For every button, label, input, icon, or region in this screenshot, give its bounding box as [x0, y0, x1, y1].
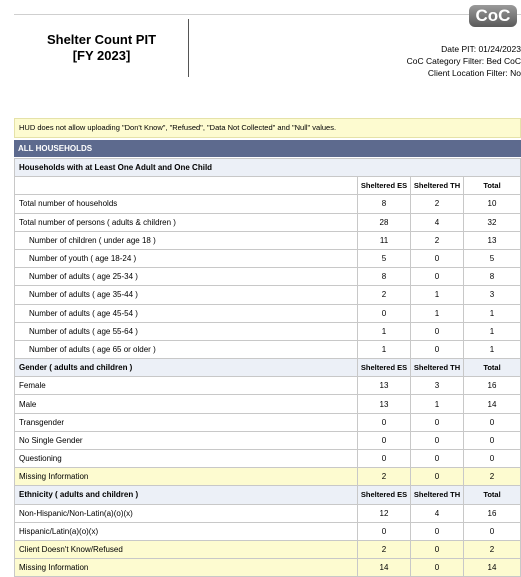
- row-label: Questioning: [15, 450, 358, 468]
- total-value: 14: [464, 559, 521, 577]
- sheltered-th-value: 0: [411, 540, 464, 558]
- sheltered-th-value: 0: [411, 322, 464, 340]
- table-row: [15, 377, 521, 395]
- total-value: 0: [464, 413, 521, 431]
- sheltered-th-value: 0: [411, 340, 464, 358]
- column-header: Sheltered TH: [411, 486, 464, 504]
- sheltered-th-value: 0: [411, 559, 464, 577]
- table-row: [15, 249, 521, 267]
- subsection-label: Households with at Least One Adult and One Child: [15, 159, 521, 177]
- ethnicity-header: [15, 486, 521, 504]
- hud-notice: HUD does not allow uploading "Don't Know", "Refused", "Data Not Collected" and "Null" values.: [14, 118, 521, 138]
- sheltered-es-value: 2: [358, 540, 411, 558]
- total-value: 2: [464, 468, 521, 486]
- sheltered-th-value: 4: [411, 213, 464, 231]
- row-label: Non-Hispanic/Non-Latin(a)(o)(x): [15, 504, 358, 522]
- sheltered-th-value: 2: [411, 231, 464, 249]
- table-row: [15, 522, 521, 540]
- total-value: 1: [464, 322, 521, 340]
- column-header: Total: [464, 486, 521, 504]
- table-row: [15, 322, 521, 340]
- column-header: Total: [464, 177, 521, 195]
- sheltered-th-value: 4: [411, 504, 464, 522]
- total-value: 0: [464, 431, 521, 449]
- total-value: 13: [464, 231, 521, 249]
- row-label: No Single Gender: [15, 431, 358, 449]
- table-row: [15, 395, 521, 413]
- sheltered-th-value: 0: [411, 249, 464, 267]
- gender-header: [15, 359, 521, 377]
- table-row: [15, 504, 521, 522]
- location-filter: Client Location Filter: No: [427, 68, 521, 78]
- row-label: Number of adults ( age 25-34 ): [15, 268, 358, 286]
- table-row: [15, 413, 521, 431]
- subsection-header: [15, 159, 521, 177]
- sheltered-th-value: 0: [411, 413, 464, 431]
- report-filters: [407, 43, 521, 79]
- sheltered-es-value: 11: [358, 231, 411, 249]
- row-label: Total number of households: [15, 195, 358, 213]
- total-value: 14: [464, 395, 521, 413]
- households-table: [14, 158, 521, 577]
- column-header: Sheltered TH: [411, 177, 464, 195]
- coc-logo: CoC: [469, 5, 517, 27]
- row-label: Number of adults ( age 55-64 ): [15, 322, 358, 340]
- sheltered-es-value: 13: [358, 377, 411, 395]
- sheltered-th-value: 0: [411, 450, 464, 468]
- sheltered-th-value: 1: [411, 304, 464, 322]
- table-row: [15, 540, 521, 558]
- sheltered-es-value: 0: [358, 450, 411, 468]
- sheltered-es-value: 12: [358, 504, 411, 522]
- sheltered-th-value: 1: [411, 395, 464, 413]
- table-row: [15, 286, 521, 304]
- date-pit: Date PIT: 01/24/2023: [441, 44, 521, 54]
- column-header-row: [15, 177, 521, 195]
- row-label: Transgender: [15, 413, 358, 431]
- sheltered-th-value: 0: [411, 431, 464, 449]
- total-value: 1: [464, 340, 521, 358]
- table-row: [15, 468, 521, 486]
- group-label: Gender ( adults and children ): [15, 359, 358, 377]
- table-row: [15, 268, 521, 286]
- sheltered-es-value: 1: [358, 322, 411, 340]
- row-label: Number of adults ( age 65 or older ): [15, 340, 358, 358]
- total-value: 1: [464, 304, 521, 322]
- row-label: Client Doesn't Know/Refused: [15, 540, 358, 558]
- table-row: [15, 213, 521, 231]
- report-header: [14, 6, 521, 80]
- sheltered-es-value: 8: [358, 268, 411, 286]
- sheltered-es-value: 0: [358, 522, 411, 540]
- category-filter: CoC Category Filter: Bed CoC: [406, 56, 521, 66]
- row-label: Missing Information: [15, 559, 358, 577]
- total-value: 3: [464, 286, 521, 304]
- sheltered-th-value: 2: [411, 195, 464, 213]
- row-label: Total number of persons ( adults & children ): [15, 213, 358, 231]
- total-value: 16: [464, 504, 521, 522]
- sheltered-es-value: 2: [358, 468, 411, 486]
- table-row: [15, 559, 521, 577]
- table-row: [15, 450, 521, 468]
- row-label: Missing Information: [15, 468, 358, 486]
- row-label: Number of youth ( age 18-24 ): [15, 249, 358, 267]
- table-row: [15, 431, 521, 449]
- report-title-line2: [FY 2023]: [72, 48, 131, 63]
- report-title-line1: Shelter Count PIT: [46, 32, 157, 47]
- total-value: 10: [464, 195, 521, 213]
- total-value: 0: [464, 450, 521, 468]
- report-title: [14, 15, 189, 77]
- sheltered-es-value: 1: [358, 340, 411, 358]
- column-header-blank: [15, 177, 358, 195]
- total-value: 16: [464, 377, 521, 395]
- total-value: 32: [464, 213, 521, 231]
- sheltered-th-value: 1: [411, 286, 464, 304]
- section-all-households: ALL HOUSEHOLDS: [14, 140, 521, 157]
- table-row: [15, 195, 521, 213]
- sheltered-es-value: 0: [358, 413, 411, 431]
- sheltered-th-value: 0: [411, 268, 464, 286]
- sheltered-es-value: 0: [358, 304, 411, 322]
- sheltered-th-value: 3: [411, 377, 464, 395]
- column-header: Sheltered ES: [358, 359, 411, 377]
- table-row: [15, 231, 521, 249]
- column-header: Sheltered ES: [358, 486, 411, 504]
- row-label: Female: [15, 377, 358, 395]
- sheltered-th-value: 0: [411, 522, 464, 540]
- table-row: [15, 340, 521, 358]
- row-label: Number of children ( under age 18 ): [15, 231, 358, 249]
- row-label: Hispanic/Latin(a)(o)(x): [15, 522, 358, 540]
- sheltered-es-value: 5: [358, 249, 411, 267]
- sheltered-es-value: 8: [358, 195, 411, 213]
- sheltered-th-value: 0: [411, 468, 464, 486]
- sheltered-es-value: 2: [358, 286, 411, 304]
- column-header: Sheltered ES: [358, 177, 411, 195]
- sheltered-es-value: 13: [358, 395, 411, 413]
- column-header: Sheltered TH: [411, 359, 464, 377]
- header-divider: [188, 19, 189, 77]
- sheltered-es-value: 14: [358, 559, 411, 577]
- sheltered-es-value: 0: [358, 431, 411, 449]
- total-value: 0: [464, 522, 521, 540]
- row-label: Number of adults ( age 35-44 ): [15, 286, 358, 304]
- total-value: 5: [464, 249, 521, 267]
- table-row: [15, 304, 521, 322]
- total-value: 2: [464, 540, 521, 558]
- row-label: Number of adults ( age 45-54 ): [15, 304, 358, 322]
- total-value: 8: [464, 268, 521, 286]
- column-header: Total: [464, 359, 521, 377]
- group-label: Ethnicity ( adults and children ): [15, 486, 358, 504]
- row-label: Male: [15, 395, 358, 413]
- sheltered-es-value: 28: [358, 213, 411, 231]
